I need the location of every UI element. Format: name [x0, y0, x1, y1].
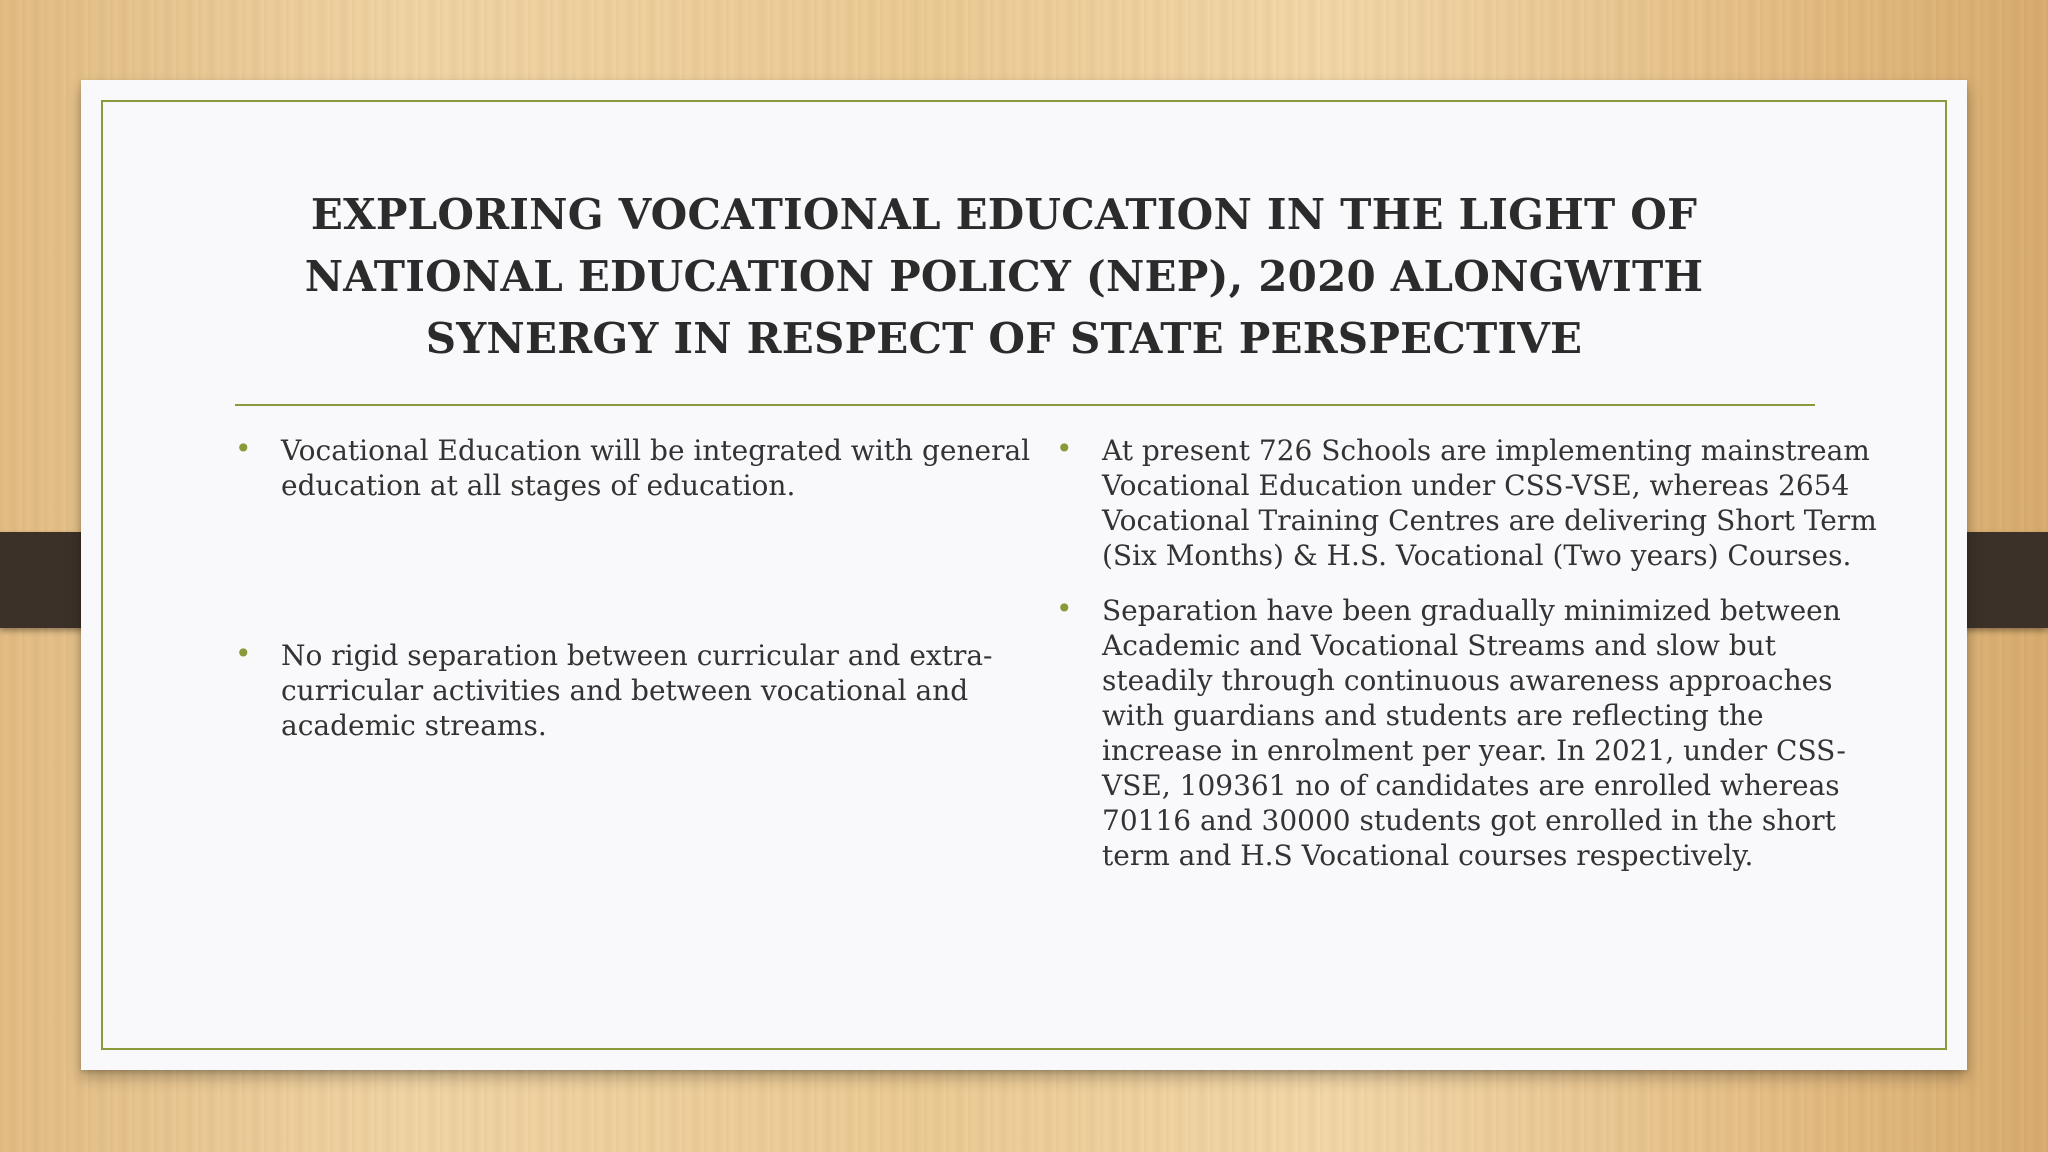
bullet-text: Separation have been gradually minimized between Academic and Vocational Streams and slow but steadily through continuous awareness approaches with guardians and students are reflecting the increase in enrolment per year. In 2021, under CSS-VSE, 109361 no of candidates are enrolled whereas 70116 and 30000 students got enrolled in the short term and H.S Vocational courses respectively.	[1102, 594, 1846, 872]
list-item	[235, 433, 1035, 503]
list-item	[235, 638, 1035, 743]
bullet-icon: •	[1056, 432, 1073, 465]
list-item	[1056, 433, 1886, 573]
slide-card	[81, 80, 1967, 1070]
title-divider	[235, 404, 1815, 406]
bullet-text: Vocational Education will be integrated with general education at all stages of education.	[281, 434, 1031, 502]
slide-title: EXPLORING VOCATIONAL EDUCATION IN THE LIGHT OF NATIONAL EDUCATION POLICY (NEP), 2020 ALONGWITH SYNERGY IN RESPECT OF STATE PERSPECTIVE	[304, 190, 1704, 363]
bullet-icon: •	[235, 432, 252, 465]
bullet-icon: •	[1056, 592, 1073, 625]
right-bullet-list	[1056, 433, 1886, 873]
bullet-icon: •	[235, 637, 252, 670]
left-bullet-list	[235, 433, 1035, 743]
bullet-text: At present 726 Schools are implementing mainstream Vocational Education under CSS-VSE, whereas 2654 Vocational Training Centres are delivering Short Term (Six Months) & H.S. Vocational (Two years) Courses.	[1102, 434, 1877, 572]
bullet-text: No rigid separation between curricular and extra-curricular activities and between vocational and academic streams.	[281, 639, 993, 742]
list-item	[1056, 593, 1886, 873]
